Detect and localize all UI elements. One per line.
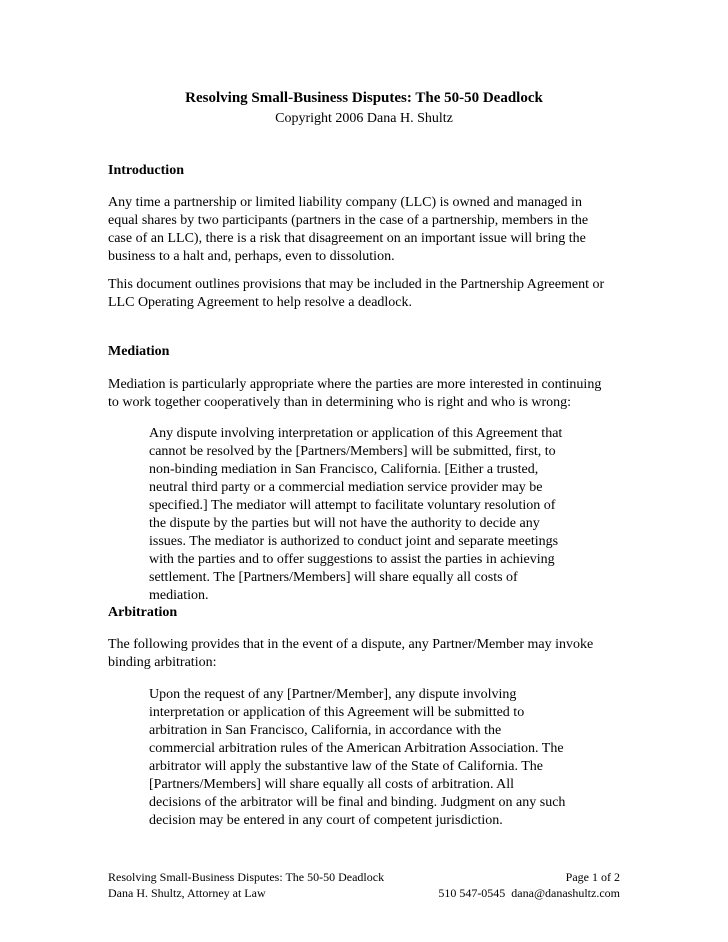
text-line: neutral third party or a commercial mediation service provider may be — [149, 480, 543, 495]
text-line: non-binding mediation in San Francisco, California. [Either a trusted, — [149, 462, 539, 477]
text-line: business to a halt and, perhaps, even to dissolution. — [108, 249, 395, 264]
text-line: specified.] The mediator will attempt to facilitate voluntary resolution of — [149, 498, 556, 513]
intro-paragraph-2 — [108, 276, 628, 312]
text-line: the dispute by the parties but will not have the authority to decide any — [149, 516, 540, 531]
footer-document-title: Resolving Small-Business Disputes: The 50-50 Deadlock — [108, 870, 385, 884]
heading-arbitration: Arbitration — [108, 605, 178, 620]
footer-contact: 510 547-0545 dana@danashultz.com — [438, 886, 620, 900]
text-line: with the parties and to offer suggestions to assist the parties in achieving — [149, 552, 555, 567]
text-line: [Partners/Members] will share equally all costs of arbitration. All — [149, 777, 515, 792]
footer-left — [108, 869, 384, 901]
text-line: interpretation or application of this Agreement will be submitted to — [149, 705, 525, 720]
text-line: mediation. — [149, 588, 209, 603]
arbitration-paragraph — [108, 636, 628, 672]
text-line: arbitrator will apply the substantive law of the State of California. The — [149, 759, 543, 774]
text-line: equal shares by two participants (partners in the case of a partnership, members in the — [108, 213, 589, 228]
mediation-paragraph — [108, 376, 628, 412]
text-line: LLC Operating Agreement to help resolve a deadlock. — [108, 295, 413, 310]
footer-right — [438, 869, 620, 901]
footer-author: Dana H. Shultz, Attorney at Law — [108, 886, 266, 900]
text-line: issues. The mediator is authorized to conduct joint and separate meetings — [149, 534, 559, 549]
intro-paragraph-1 — [108, 194, 628, 266]
text-line: The following provides that in the event of a dispute, any Partner/Member may invoke — [108, 637, 594, 652]
text-line: settlement. The [Partners/Members] will share equally all costs of — [149, 570, 518, 585]
arbitration-clause — [149, 686, 609, 830]
text-line: to work together cooperatively than in determining who is right and who is wrong: — [108, 395, 572, 410]
text-line: decisions of the arbitrator will be final and binding. Judgment on any such — [149, 795, 566, 810]
text-line: This document outlines provisions that may be included in the Partnership Agreement or — [108, 277, 605, 292]
mediation-clause — [149, 425, 609, 605]
text-line: commercial arbitration rules of the American Arbitration Association. The — [149, 741, 564, 756]
document-title: Resolving Small-Business Disputes: The 50-50 Deadlock — [185, 90, 543, 106]
heading-introduction: Introduction — [108, 163, 184, 178]
text-line: arbitration in San Francisco, California, in accordance with the — [149, 723, 502, 738]
text-line: Upon the request of any [Partner/Member], any dispute involving — [149, 687, 517, 702]
page-number: Page 1 of 2 — [565, 870, 620, 884]
copyright-line: Copyright 2006 Dana H. Shultz — [275, 111, 453, 126]
text-line: decision may be entered in any court of competent jurisdiction. — [149, 813, 503, 828]
text-line: cannot be resolved by the [Partners/Members] will be submitted, first, to — [149, 444, 556, 459]
text-line: Any dispute involving interpretation or application of this Agreement that — [149, 426, 563, 441]
text-line: case of an LLC), there is a risk that disagreement on an important issue will bring the — [108, 231, 586, 246]
text-line: Mediation is particularly appropriate where the parties are more interested in continuing — [108, 377, 602, 392]
text-line: binding arbitration: — [108, 655, 217, 670]
heading-mediation: Mediation — [108, 344, 170, 359]
text-line: Any time a partnership or limited liability company (LLC) is owned and managed in — [108, 195, 582, 210]
